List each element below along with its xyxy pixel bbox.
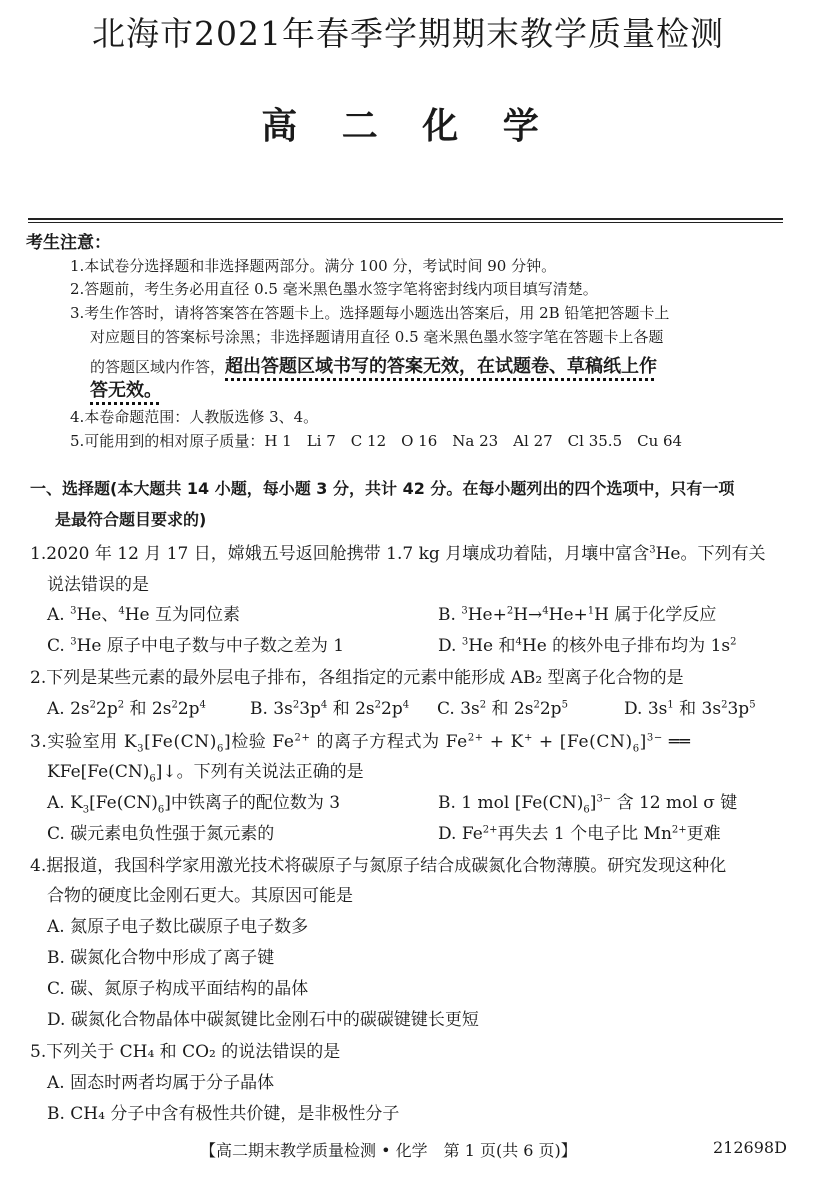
question-3-cont: $KFe[Fe(CN)_6]↓$。下列有关说法正确的是 — [47, 762, 364, 785]
question-3: 3.实验室用 $K_3[Fe(CN)_6]$检验 $Fe^{2+}$ 的离子方程式为 $Fe^{2+} + K^+ + [Fe(CN)_6]^{3-}$ ══ — [30, 732, 691, 755]
notice-heading: 考生注意： — [26, 233, 111, 253]
question-1: 1.2020 年 12 月 17 日，嫦娥五号返回舱携带 1.7 kg 月壤成功着陆，月壤中富含$^3$He。下列有关 — [30, 544, 766, 564]
section-heading: 一、选择题(本大题共 14 小题，每小题 3 分，共计 42 分。在每小题列出的四个选项中，只有一项 — [30, 479, 735, 498]
emphasis-text: 超出答题区域书写的答案无效，在试题卷、草稿纸上作 — [225, 356, 658, 377]
subject-title: 高 二 化 学 — [261, 105, 555, 147]
notice-item: 5.可能用到的相对原子质量：H 1 Li 7 C 12 O 16 Na 23 Al 27 Cl 35.5 Cu 64 — [70, 432, 683, 450]
option-b[interactable]: B. 碳氮化合物中形成了离子键 — [47, 948, 275, 968]
question-4: 4.据报道，我国科学家用激光技术将碳原子与氮原子结合成碳氮化合物薄膜。研究发现这种化 — [30, 856, 727, 876]
option-a[interactable]: A. $2s^22p^2$ 和 $2s^22p^4$ — [47, 699, 206, 719]
option-b[interactable]: B. $^3$He+$^2$H→$^4$He+$^1$H 属于化学反应 — [438, 605, 717, 625]
option-b[interactable]: B. $3s^23p^4$ 和 $2s^22p^4$ — [250, 699, 410, 719]
divider — [28, 222, 783, 223]
notice-item — [90, 376, 162, 402]
option-c[interactable]: C. $^3$He 原子中电子数与中子数之差为 1 — [47, 636, 345, 656]
option-d[interactable]: D. $Fe^{2+}$再失去 1 个电子比 $Mn^{2+}$更难 — [438, 824, 721, 844]
option-a[interactable]: A. 氮原子电子数比碳原子电子数多 — [47, 917, 309, 937]
option-a[interactable]: A. $^3$He、$^4$He 互为同位素 — [47, 605, 241, 625]
question-1-cont: 说法错误的是 — [47, 575, 149, 595]
notice-item: 对应题目的答案标号涂黑；非选择题请用直径 0.5 毫米黑色墨水签字笔在答题卡上各题 — [90, 328, 664, 346]
option-b[interactable]: B. CH₄ 分子中含有极性共价键，是非极性分子 — [47, 1104, 400, 1124]
notice-item: 2.答题前，考生务必用直径 0.5 毫米黑色墨水签字笔将密封线内项目填写清楚。 — [70, 280, 598, 298]
question-5: 5.下列关于 CH₄ 和 CO₂ 的说法错误的是 — [30, 1042, 341, 1062]
option-a[interactable]: A. 固态时两者均属于分子晶体 — [47, 1073, 275, 1093]
emphasis-text: 答无效。 — [90, 380, 162, 401]
divider — [28, 218, 783, 220]
question-4-cont: 合物的硬度比金刚石更大。其原因可能是 — [47, 886, 353, 906]
page-footer: 【高二期末教学质量检测 • 化学 第 1 页(共 6 页)】 — [200, 1141, 577, 1160]
option-b[interactable]: B. 1 mol $[Fe(CN)_6]^{3-}$ 含 12 mol σ 键 — [438, 793, 738, 816]
option-d[interactable]: D. $^3$He 和$^4$He 的核外电子排布均为 $1s^2$ — [438, 636, 737, 656]
option-d[interactable]: D. $3s^1$ 和 $3s^23p^5$ — [624, 699, 756, 719]
question-2: 2.下列是某些元素的最外层电子排布，各组指定的元素中能形成 AB₂ 型离子化合物的是 — [30, 668, 684, 688]
notice-item: 1.本试卷分选择题和非选择题两部分。满分 100 分，考试时间 90 分钟。 — [70, 257, 557, 275]
page-title: 北海市2021年春季学期期末教学质量检测 — [92, 14, 724, 53]
paper-code: 212698D — [713, 1138, 787, 1157]
option-c[interactable]: C. 碳、氮原子构成平面结构的晶体 — [47, 979, 309, 999]
notice-item: 的答题区域内作答，超出答题区域书写的答案无效，在试题卷、草稿纸上作 — [90, 356, 658, 377]
notice-item: 4.本卷命题范围：人教版选修 3、4。 — [70, 408, 319, 426]
section-heading-cont: 是最符合题目要求的) — [55, 510, 207, 529]
notice-item: 3.考生作答时，请将答案答在答题卡上。选择题每小题选出答案后，用 2B 铅笔把答题卡上 — [70, 304, 670, 322]
option-c[interactable]: C. $3s^2$ 和 $2s^22p^5$ — [437, 699, 568, 719]
option-a[interactable]: A. $K_3[Fe(CN)_6]$中铁离子的配位数为 3 — [47, 793, 341, 816]
option-c[interactable]: C. 碳元素电负性强于氮元素的 — [47, 824, 275, 844]
option-d[interactable]: D. 碳氮化合物晶体中碳氮键比金刚石中的碳碳键键长更短 — [47, 1010, 479, 1030]
